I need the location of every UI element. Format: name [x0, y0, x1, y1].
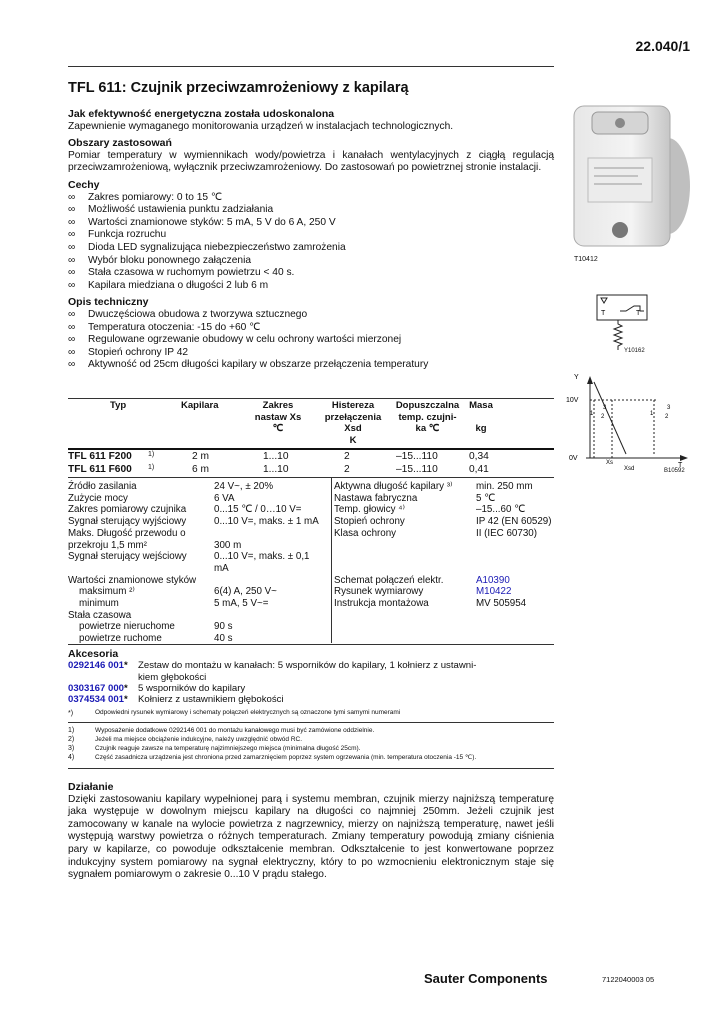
spec-row [68, 575, 330, 587]
footer-code: 7122040003 05 [602, 975, 655, 984]
spec-value: mA [214, 562, 229, 574]
spec-row [334, 586, 554, 598]
accessory-row [68, 660, 554, 683]
spec-label: Źródło zasilania [68, 481, 137, 492]
spec-row [68, 481, 330, 493]
accessory-code: 0374534 001 [68, 694, 125, 706]
accessory-code: 0292146 001 [68, 660, 125, 672]
accessory-row [68, 694, 554, 705]
product-photo [568, 96, 692, 263]
col-header-text: kg [475, 423, 487, 434]
table-top-rule [68, 398, 554, 399]
col-header-zakres [238, 400, 318, 435]
specs-bottom-rule [68, 644, 554, 645]
operation-heading: Działanie [68, 781, 114, 793]
spec-row [68, 621, 330, 633]
row-capillary: 2 m [192, 451, 209, 462]
accessory-code: 0303167 000 [68, 682, 125, 694]
list-item: ∞ Dioda LED sygnalizująca niebezpieczeństwo zamrożenia [68, 242, 554, 255]
footnotes [68, 726, 554, 762]
spec-label: Zakres pomiarowy czujnika [68, 504, 187, 516]
spec-row [68, 516, 330, 528]
footnote-number: 1) [68, 727, 75, 734]
spec-row [68, 551, 330, 563]
graph-10v-label: 10V [566, 397, 579, 404]
spec-label: Sygnał sterujący wyjściowy [68, 516, 187, 528]
accessory-text: Kołnierz z ustawnikiem głębokości [138, 694, 284, 706]
footnote-number: 3) [68, 745, 75, 752]
list-item: ∞ Dwuczęściowa obudowa z tworzywa sztucznego [68, 309, 554, 322]
accessory-text-cell [138, 694, 554, 705]
col-header-text: przełączenia [324, 411, 382, 423]
graph-xsd-label: Xsd [624, 466, 635, 472]
star-note-mark: *) [68, 710, 74, 718]
footnote-text: Czujnik reaguje zawsze na temperaturę najzimniejszego miejsca (minimalna długość 25cm). [95, 745, 361, 752]
list-item: ∞ Aktywność od 25cm długości kapilary w obszarze przełączenia temperatury [68, 359, 554, 372]
intro-heading: Jak efektywność energetyczna została udoskonalona [68, 108, 335, 120]
graph-drawing [566, 370, 690, 480]
spec-label: przekroju 1,5 mm² [68, 539, 147, 551]
spec-row [68, 540, 330, 552]
list-item: ∞ Zakres pomiarowy: 0 to 15 ℃ [68, 192, 554, 205]
spec-label: Stopień ochrony [334, 516, 405, 528]
accessories-section [68, 649, 554, 720]
graph-xs-label: Xs [606, 460, 614, 466]
spec-value: 300 m [214, 539, 242, 551]
accessory-text: 5 wsporników do kapilary [138, 682, 246, 694]
spec-value: 6 VA [214, 492, 235, 504]
graph-0v-label: 0V [569, 455, 578, 462]
accessory-star: * [124, 660, 128, 672]
spec-row [68, 598, 330, 610]
row-range: 1...10 [263, 451, 289, 462]
spec-row [68, 504, 330, 516]
spec-row [334, 481, 554, 493]
col-header-text: Zakres [262, 400, 294, 411]
star-note-text: Odpowiedni rysunek wymiarowy i schematy połączeń elektrycznych są oznaczone tymi samymi numerami [95, 709, 401, 717]
operation-rule [68, 768, 554, 769]
footnotes-list [68, 726, 554, 762]
table-header-rule [68, 448, 554, 450]
col-header-text: temp. czujni- [398, 411, 457, 423]
graph-y-label: Y [574, 374, 579, 381]
operation-text: Dzięki zastosowaniu kapilary wypełnionej parą i systemu membran, czujnik mierzy najniższą temperaturę jaka występuje w dowolnym miejscu kapilary na długości co najmniej 250mm. Jeżeli czujnik jest zamocowany w kanale na wylocie powietrza z nagrzewnicy, mierzy on najniższą temperaturę, nawet jeśli występują warstwy powietrza o różnych temperaturach. Zmiany temperatury powodują zmiany ciśnienia pary w kapilarze, co powoduje odkształcenie membran. Odkształcenie to jest konwertowane poprzez indukcyjny system pomiarowy na sygnał elektryczny, który to po wzmocnieniu elektronicznym staje się sygnałem pomiarowym o zakresie 0...10 V prądu stałego. [68, 793, 554, 881]
applications-text: Pomiar temperatury w wymiennikach wody/powietrza i kanałach wentylacyjnych z ciągłą regulacją przeciwzamrożeniową, wyłącznik przeciwzamrożeniowy. Do zastosowań po powietrznej stronie instalacji. [68, 149, 554, 174]
cable-gland-icon [612, 222, 628, 238]
row-temp: –15...110 [396, 451, 438, 462]
list-item: ∞ Kapilara miedziana o długości 2 lub 6 m [68, 280, 554, 293]
spec-label [68, 563, 214, 575]
spec-value: 0...15 ℃ / 0…10 V= [214, 504, 302, 516]
spec-label: Klasa ochrony [334, 527, 397, 539]
operation-section [68, 781, 554, 882]
graph-legend-3b: 3 [667, 405, 671, 411]
spec-row [334, 493, 554, 505]
col-header-text: ℃ [272, 423, 284, 434]
spec-value: A10390 [476, 574, 510, 586]
row-note: 1) [148, 463, 155, 471]
intro-text: Zapewnienie wymaganego monitorowania urządzeń w instalacjach technologicznych. [68, 120, 454, 132]
list-item: ∞ Wartości znamionowe styków: 5 mA, 5 V do 6 A, 250 V [68, 217, 554, 230]
spec-row [334, 516, 554, 528]
spec-value: 5 mA, 5 V~= [214, 598, 269, 610]
spec-value [214, 610, 330, 622]
list-item: ∞ Stopień ochrony IP 42 [68, 347, 554, 360]
graph-legend-1b: 1 [650, 411, 654, 417]
spec-row [68, 528, 330, 540]
spec-value: M10422 [476, 586, 512, 598]
graph-legend-3: 3 [603, 405, 607, 411]
spec-row [334, 528, 554, 540]
spec-label: powietrze ruchome [79, 633, 162, 645]
label-plate-shape [588, 158, 652, 202]
curve-line-shape [594, 382, 626, 454]
tech-list [68, 309, 554, 372]
accessory-code-cell [68, 660, 138, 683]
spec-value: 40 s [214, 633, 233, 645]
dial-icon [615, 118, 625, 128]
list-item: ∞ Możliwość ustawienia punktu zadziałania [68, 204, 554, 217]
graph-legend-1: 1 [590, 411, 594, 417]
spec-label: Aktywna długość kapilary ³⁾ [334, 481, 453, 492]
accessory-row [68, 683, 554, 694]
spec-value: 6(4) A, 250 V~ [214, 586, 277, 598]
tech-heading: Opis techniczny [68, 296, 149, 309]
accessory-code-cell [68, 694, 138, 705]
col-header-text: Masa [469, 400, 493, 411]
spec-value: MV 505954 [476, 597, 527, 609]
row-capillary: 6 m [192, 463, 209, 475]
main-text-column [68, 108, 554, 372]
specs-right [334, 481, 554, 610]
characteristic-graph [566, 370, 690, 480]
star-note [68, 708, 554, 719]
specs-left-list [68, 481, 330, 645]
spec-value: 0...10 V=, maks. ± 0,1 [214, 551, 310, 563]
col-header-masa [466, 400, 496, 435]
spec-label: Instrukcja montażowa [334, 597, 429, 609]
spec-value: min. 250 mm [476, 481, 533, 492]
col-header-text: K [349, 434, 357, 446]
accessory-text-cont: kiem głębokości [138, 671, 207, 683]
row-temp: –15...110 [396, 463, 438, 475]
y-axis-arrow-icon [587, 376, 593, 384]
accessories-list [68, 660, 554, 705]
photo-id: T10412 [574, 256, 598, 263]
list-item: ∞ Temperatura otoczenia: -15 do +60 ℃ [68, 322, 554, 335]
footnote-number: 2) [68, 736, 75, 743]
spec-row [68, 563, 330, 575]
features-heading: Cechy [68, 178, 100, 191]
footnote-text: Jeżeli ma miejsce obciążenie indukcyjne, należy uwzględnić obwód RC. [95, 736, 303, 743]
accessory-text: Zestaw do montażu w kanałach: 5 wsporników do kapilary, 1 kołnierz z ustawni- [138, 660, 477, 672]
footer-company: Sauter Components [424, 971, 548, 986]
spec-label: Rysunek wymiarowy [334, 586, 424, 598]
col-header-text: Xsd [344, 423, 362, 434]
spec-row [334, 575, 554, 587]
footnote-text: Wyposażenie dodatkowe 0292146 001 do montażu kanałowego musi być zamówione oddzielnie. [95, 727, 375, 734]
footnote-text: Część zasadnicza urządzenia jest chroniona przed zamarznięciem poprzez system ogrzewania (min. temperatura otoczenia -15 ℃). [95, 754, 477, 761]
row-type: TFL 611 F200 [68, 451, 132, 462]
row-type: TFL 611 F600 [68, 463, 132, 475]
symbol-t1: T [601, 310, 606, 317]
applications-heading: Obszary zastosowań [68, 137, 172, 150]
page-title: TFL 611: Czujnik przeciwzamrożeniowy z kapilarą [68, 80, 409, 96]
col-header-kapilara: Kapilara [181, 400, 219, 411]
symbol-id: Y10162 [624, 348, 645, 354]
header-rule [68, 66, 554, 67]
table-bottom-rule [68, 477, 554, 478]
col-header-typ: Typ [110, 400, 127, 411]
spec-label: Sygnał sterujący wejściowy [68, 551, 187, 563]
list-item: ∞ Wybór bloku ponownego załączenia [68, 255, 554, 268]
footnote-row [68, 753, 554, 762]
spec-label: Temp. głowicy ⁴⁾ [334, 504, 405, 516]
accessory-star: * [124, 682, 128, 694]
features-list [68, 192, 554, 293]
accessory-code-cell [68, 683, 138, 694]
col-header-text: Histereza [331, 400, 375, 411]
spec-label: Schemat połączeń elektr. [334, 574, 444, 586]
accessory-text-cell [138, 683, 554, 694]
footnote-number: 4) [68, 754, 75, 761]
graph-legend-2: 2 [601, 414, 605, 420]
spec-value: 24 V~, ± 20% [214, 481, 274, 492]
row-hysteresis: 2 [344, 451, 350, 462]
graph-id: B10592 [664, 468, 685, 474]
row-mass: 0,41 [469, 463, 489, 475]
spec-value [214, 528, 330, 540]
spec-label: powietrze nieruchome [79, 621, 175, 633]
list-item: ∞ Stała czasowa w ruchomym powietrzu < 40 s. [68, 267, 554, 280]
accessory-text-cell [138, 660, 554, 683]
spec-row [68, 493, 330, 505]
spec-value: 5 ℃ [476, 492, 496, 504]
footnote-row [68, 744, 554, 753]
list-item: ∞ Regulowane ogrzewanie obudowy w celu ochrony wartości mierzonej [68, 334, 554, 347]
specs-right-list [334, 481, 554, 610]
x-axis-arrow-icon [680, 455, 688, 461]
graph-legend-2b: 2 [665, 414, 669, 420]
document-number: 22.040/1 [635, 38, 690, 54]
row-range: 1...10 [263, 463, 289, 475]
footnotes-rule [68, 722, 554, 723]
footnote-row [68, 735, 554, 744]
product-photo-drawing [568, 96, 692, 256]
graph-t-label: T [678, 462, 683, 469]
spec-value [214, 575, 330, 587]
list-item: ∞ Funkcja rozruchu [68, 229, 554, 242]
spec-value: –15...60 ℃ [476, 504, 526, 516]
col-header-dopuszczalna [380, 400, 475, 435]
spec-label: Wartości znamionowe styków [68, 574, 197, 586]
spec-label: Maks. Długość przewodu o [68, 527, 186, 539]
spec-label: maksimum ²⁾ [79, 586, 135, 598]
spec-label: Nastawa fabryczna [334, 492, 418, 504]
spec-label: Zużycie mocy [68, 492, 128, 504]
spec-value: 90 s [214, 621, 233, 633]
spec-value: 0...10 V=, maks. ± 1 mA [214, 516, 319, 528]
row-note: 1) [148, 451, 155, 458]
spec-row [334, 598, 554, 610]
specs-divider [331, 478, 332, 643]
spec-row [68, 610, 330, 622]
spec-value: II (IEC 60730) [476, 527, 537, 539]
row-hysteresis: 2 [344, 463, 350, 475]
accessories-heading: Akcesoria [68, 648, 119, 660]
col-header-text: ka ℃ [415, 423, 440, 434]
resistor-icon [614, 320, 622, 350]
spec-value: IP 42 (EN 60529) [476, 516, 552, 528]
wiring-symbol [596, 294, 656, 358]
specs-left [68, 481, 330, 645]
footnote-row [68, 726, 554, 735]
col-header-text: Dopuszczalna [395, 400, 460, 411]
symbol-t2: T [636, 310, 641, 317]
spec-row [334, 504, 554, 516]
spec-row [68, 586, 330, 598]
spec-label: Stała czasowa [68, 609, 132, 621]
accessory-star: * [124, 694, 128, 706]
spec-label: minimum [79, 598, 119, 610]
row-mass: 0,34 [469, 451, 489, 462]
col-header-text: nastaw Xs [254, 411, 302, 423]
